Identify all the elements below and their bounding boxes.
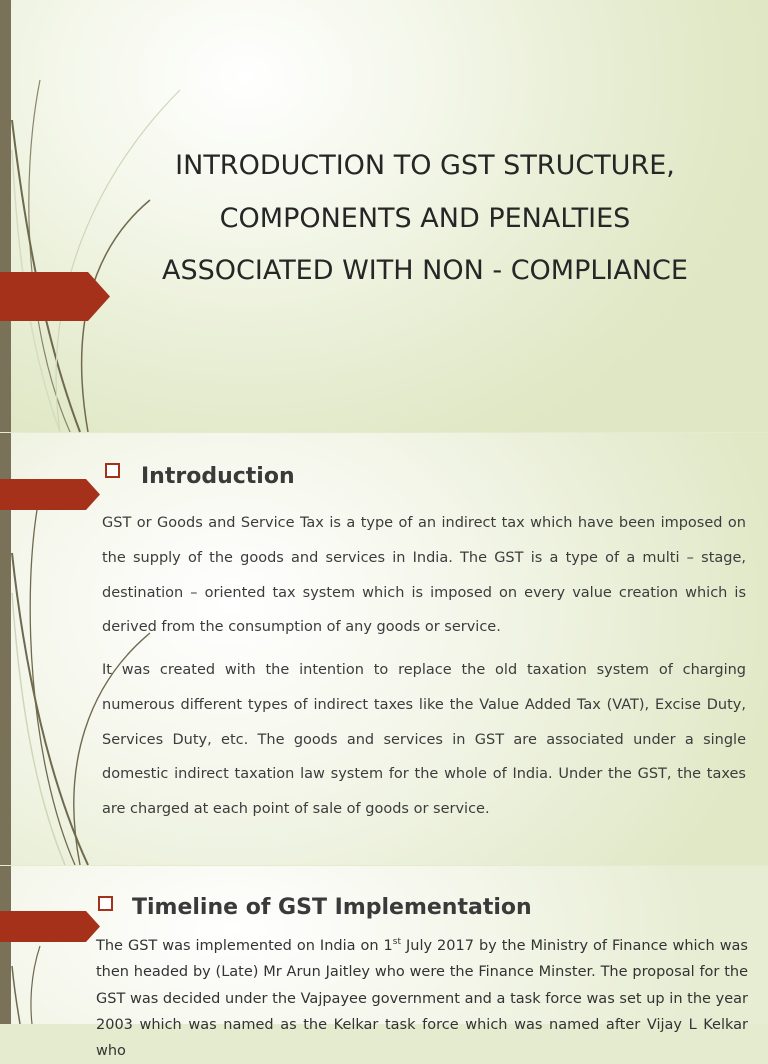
side-bar <box>0 866 11 1024</box>
title-line-3: ASSOCIATED WITH NON - COMPLIANCE <box>162 255 688 286</box>
arrow-marker <box>0 479 100 510</box>
arrow-marker <box>0 911 100 942</box>
arrow-marker <box>0 272 110 321</box>
title-line-1: INTRODUCTION TO GST STRUCTURE, <box>175 150 675 181</box>
ordinal-suffix: st <box>392 937 401 948</box>
timeline-paragraph <box>96 933 748 1064</box>
checkbox-bullet-icon <box>98 896 113 911</box>
timeline-slide <box>0 866 768 1060</box>
para-text-rest: July 2017 by the Ministry of Finance which was then headed by (Late) Mr Arun Jaitley who were the Finance Minster. The proposal for the GST was decided under the Vajpayee government and a task force was set up in the year 2003 which was named as the Kelkar task force which was named after Vijay L Kelkar who <box>96 938 748 1060</box>
slide-title <box>120 140 730 298</box>
section-heading: Introduction <box>141 464 295 489</box>
paragraph-1: GST or Goods and Service Tax is a type of an indirect tax which have been imposed on the supply of the goods and services in India. The GST is a type of a multi – stage, destination – oriented tax system which is imposed on every value creation which is derived from the consumption of any goods or service. <box>102 515 746 636</box>
side-bar <box>0 0 11 432</box>
paragraph-2: It was created with the intention to replace the old taxation system of charging numerous different types of indirect taxes like the Value Added Tax (VAT), Excise Duty, Services Duty, etc. The goods and services in GST are associated under a single domestic indirect taxation law system for the whole of India. Under the GST, the taxes are charged at each point of sale of goods or service. <box>102 662 746 818</box>
introduction-slide <box>0 433 768 865</box>
title-slide <box>0 0 768 432</box>
title-line-2: COMPONENTS AND PENALTIES <box>219 202 631 234</box>
section-heading: Timeline of GST Implementation <box>132 895 532 920</box>
checkbox-bullet-icon <box>105 463 120 478</box>
para-text-start: The GST was implemented on India on 1 <box>96 938 393 954</box>
